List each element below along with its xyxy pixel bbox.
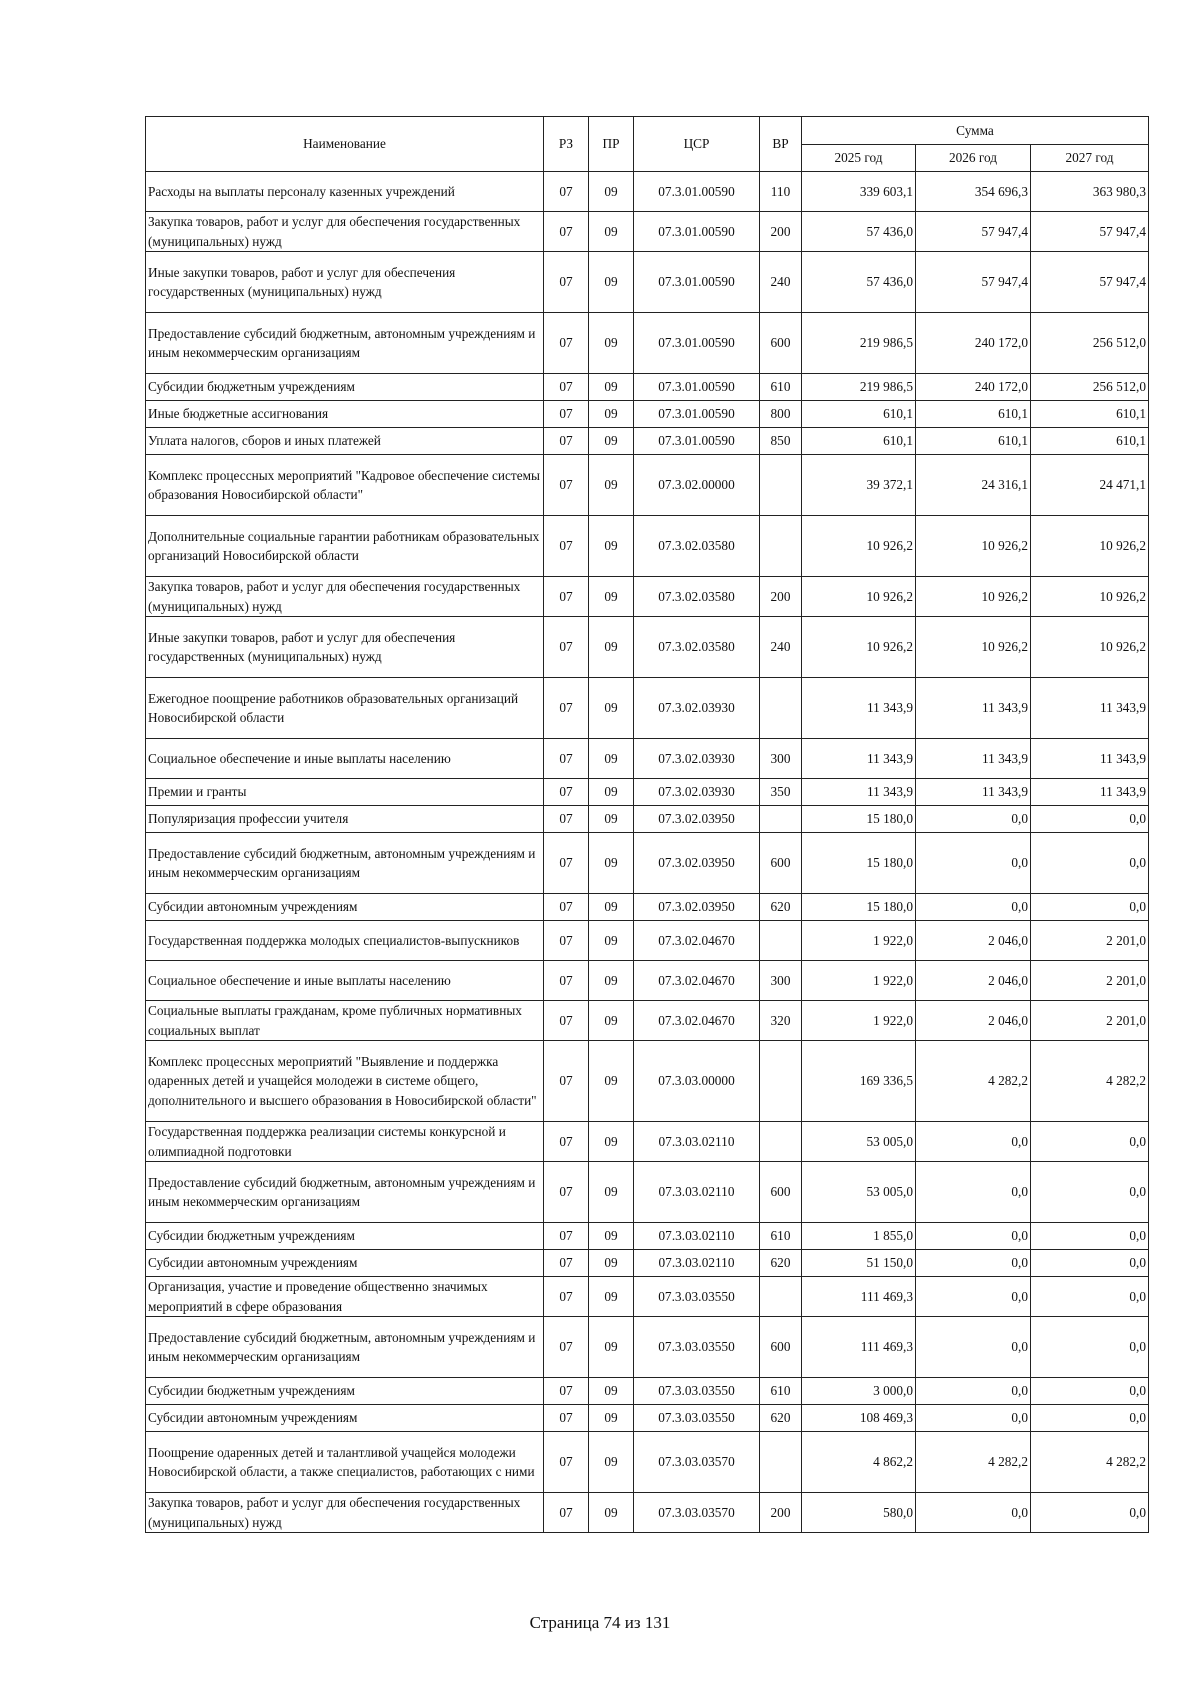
row-name: Социальные выплаты гражданам, кроме публичных нормативных социальных выплат: [146, 1001, 544, 1041]
row-sum-2026: 10 926,2: [916, 516, 1031, 577]
row-vr: [760, 678, 802, 739]
row-rz: 07: [544, 961, 589, 1001]
row-name: Уплата налогов, сборов и иных платежей: [146, 428, 544, 455]
row-sum-2026: 240 172,0: [916, 313, 1031, 374]
row-sum-2026: 10 926,2: [916, 577, 1031, 617]
row-sum-2027: 11 343,9: [1031, 779, 1149, 806]
row-vr: 200: [760, 577, 802, 617]
row-vr: 240: [760, 617, 802, 678]
row-csr: 07.3.03.03550: [634, 1277, 760, 1317]
row-sum-2025: 580,0: [802, 1493, 916, 1533]
row-name: Закупка товаров, работ и услуг для обеспечения государственных (муниципальных) нужд: [146, 212, 544, 252]
row-pr: 09: [589, 516, 634, 577]
row-sum-2027: 0,0: [1031, 1405, 1149, 1432]
row-sum-2025: 10 926,2: [802, 577, 916, 617]
row-csr: 07.3.01.00590: [634, 252, 760, 313]
row-vr: 610: [760, 1378, 802, 1405]
row-rz: 07: [544, 1493, 589, 1533]
row-name: Субсидии автономным учреждениям: [146, 1250, 544, 1277]
row-sum-2026: 4 282,2: [916, 1041, 1031, 1122]
row-csr: 07.3.02.03950: [634, 833, 760, 894]
row-name: Закупка товаров, работ и услуг для обеспечения государственных (муниципальных) нужд: [146, 1493, 544, 1533]
row-rz: 07: [544, 739, 589, 779]
row-sum-2026: 0,0: [916, 806, 1031, 833]
header-year-2027: 2027 год: [1031, 145, 1149, 172]
row-rz: 07: [544, 894, 589, 921]
row-csr: 07.3.02.03950: [634, 806, 760, 833]
row-name: Дополнительные социальные гарантии работникам образовательных организаций Новосибирской области: [146, 516, 544, 577]
row-vr: [760, 1277, 802, 1317]
row-csr: 07.3.02.04670: [634, 961, 760, 1001]
row-sum-2026: 11 343,9: [916, 779, 1031, 806]
row-sum-2026: 240 172,0: [916, 374, 1031, 401]
row-vr: [760, 806, 802, 833]
row-csr: 07.3.02.03930: [634, 779, 760, 806]
row-rz: 07: [544, 1041, 589, 1122]
table-row: [146, 1277, 1149, 1317]
row-name: Социальное обеспечение и иные выплаты населению: [146, 739, 544, 779]
row-pr: 09: [589, 894, 634, 921]
row-vr: 300: [760, 961, 802, 1001]
row-vr: 110: [760, 172, 802, 212]
row-sum-2027: 4 282,2: [1031, 1432, 1149, 1493]
row-vr: 350: [760, 779, 802, 806]
row-sum-2026: 0,0: [916, 1162, 1031, 1223]
row-sum-2026: 57 947,4: [916, 252, 1031, 313]
row-sum-2025: 11 343,9: [802, 678, 916, 739]
header-year-2025: 2025 год: [802, 145, 916, 172]
row-name: Премии и гранты: [146, 779, 544, 806]
row-sum-2026: 57 947,4: [916, 212, 1031, 252]
row-sum-2025: 610,1: [802, 401, 916, 428]
row-sum-2025: 3 000,0: [802, 1378, 916, 1405]
row-sum-2025: 108 469,3: [802, 1405, 916, 1432]
row-sum-2025: 1 922,0: [802, 961, 916, 1001]
row-csr: 07.3.01.00590: [634, 401, 760, 428]
row-sum-2025: 11 343,9: [802, 779, 916, 806]
row-vr: 610: [760, 374, 802, 401]
table-row: [146, 401, 1149, 428]
row-pr: 09: [589, 961, 634, 1001]
row-sum-2027: 0,0: [1031, 1223, 1149, 1250]
row-pr: 09: [589, 401, 634, 428]
table-row: [146, 1041, 1149, 1122]
row-pr: 09: [589, 313, 634, 374]
row-pr: 09: [589, 172, 634, 212]
row-pr: 09: [589, 1277, 634, 1317]
row-name: Субсидии бюджетным учреждениям: [146, 374, 544, 401]
row-sum-2025: 219 986,5: [802, 313, 916, 374]
row-rz: 07: [544, 1277, 589, 1317]
table-row: [146, 212, 1149, 252]
row-csr: 07.3.02.03580: [634, 617, 760, 678]
table-row: [146, 921, 1149, 961]
row-pr: 09: [589, 1405, 634, 1432]
row-csr: 07.3.02.03930: [634, 739, 760, 779]
row-rz: 07: [544, 678, 589, 739]
row-sum-2026: 0,0: [916, 1378, 1031, 1405]
row-sum-2027: 2 201,0: [1031, 921, 1149, 961]
row-sum-2027: 57 947,4: [1031, 212, 1149, 252]
row-name: Предоставление субсидий бюджетным, автономным учреждениям и иным некоммерческим организациям: [146, 1162, 544, 1223]
row-vr: 850: [760, 428, 802, 455]
row-sum-2027: 0,0: [1031, 1122, 1149, 1162]
row-rz: 07: [544, 428, 589, 455]
row-csr: 07.3.01.00590: [634, 172, 760, 212]
row-rz: 07: [544, 172, 589, 212]
row-pr: 09: [589, 1378, 634, 1405]
row-csr: 07.3.03.03550: [634, 1378, 760, 1405]
row-pr: 09: [589, 1001, 634, 1041]
row-sum-2025: 1 922,0: [802, 921, 916, 961]
row-vr: [760, 1041, 802, 1122]
row-name: Иные закупки товаров, работ и услуг для обеспечения государственных (муниципальных) нужд: [146, 617, 544, 678]
header-vr: ВР: [760, 117, 802, 172]
row-name: Предоставление субсидий бюджетным, автономным учреждениям и иным некоммерческим организациям: [146, 833, 544, 894]
table-row: [146, 577, 1149, 617]
row-rz: 07: [544, 1250, 589, 1277]
row-pr: 09: [589, 1122, 634, 1162]
table-row: [146, 455, 1149, 516]
row-sum-2026: 11 343,9: [916, 678, 1031, 739]
row-rz: 07: [544, 833, 589, 894]
row-vr: 600: [760, 1162, 802, 1223]
row-csr: 07.3.03.03550: [634, 1405, 760, 1432]
row-rz: 07: [544, 374, 589, 401]
row-pr: 09: [589, 1041, 634, 1122]
row-rz: 07: [544, 1378, 589, 1405]
table-row: [146, 779, 1149, 806]
row-rz: 07: [544, 1405, 589, 1432]
row-rz: 07: [544, 806, 589, 833]
row-csr: 07.3.03.02110: [634, 1122, 760, 1162]
table-row: [146, 739, 1149, 779]
row-vr: 320: [760, 1001, 802, 1041]
table-row: [146, 1378, 1149, 1405]
table-row: [146, 833, 1149, 894]
table-row: [146, 1001, 1149, 1041]
row-csr: 07.3.02.03950: [634, 894, 760, 921]
row-sum-2026: 2 046,0: [916, 961, 1031, 1001]
table-body: [146, 172, 1149, 1533]
row-name: Расходы на выплаты персоналу казенных учреждений: [146, 172, 544, 212]
budget-table: [145, 116, 1149, 1533]
table-row: [146, 1250, 1149, 1277]
row-sum-2027: 0,0: [1031, 1378, 1149, 1405]
row-pr: 09: [589, 1432, 634, 1493]
row-csr: 07.3.02.03930: [634, 678, 760, 739]
row-pr: 09: [589, 617, 634, 678]
row-sum-2025: 169 336,5: [802, 1041, 916, 1122]
header-year-2026: 2026 год: [916, 145, 1031, 172]
row-pr: 09: [589, 678, 634, 739]
table-row: [146, 172, 1149, 212]
row-vr: 600: [760, 1317, 802, 1378]
row-sum-2025: 4 862,2: [802, 1432, 916, 1493]
row-sum-2025: 1 855,0: [802, 1223, 916, 1250]
row-sum-2027: 11 343,9: [1031, 739, 1149, 779]
row-vr: 300: [760, 739, 802, 779]
header-name: Наименование: [146, 117, 544, 172]
row-sum-2025: 1 922,0: [802, 1001, 916, 1041]
table-row: [146, 1432, 1149, 1493]
row-csr: 07.3.03.03570: [634, 1493, 760, 1533]
row-rz: 07: [544, 577, 589, 617]
row-sum-2025: 111 469,3: [802, 1317, 916, 1378]
row-sum-2025: 57 436,0: [802, 252, 916, 313]
row-vr: 600: [760, 833, 802, 894]
row-pr: 09: [589, 806, 634, 833]
table-row: [146, 961, 1149, 1001]
row-csr: 07.3.03.02110: [634, 1250, 760, 1277]
row-sum-2025: 53 005,0: [802, 1122, 916, 1162]
row-vr: 240: [760, 252, 802, 313]
row-vr: 200: [760, 1493, 802, 1533]
row-sum-2027: 2 201,0: [1031, 1001, 1149, 1041]
row-sum-2025: 57 436,0: [802, 212, 916, 252]
row-csr: 07.3.03.00000: [634, 1041, 760, 1122]
row-rz: 07: [544, 212, 589, 252]
row-csr: 07.3.03.02110: [634, 1162, 760, 1223]
row-pr: 09: [589, 1162, 634, 1223]
row-sum-2027: 0,0: [1031, 1277, 1149, 1317]
row-pr: 09: [589, 252, 634, 313]
page-number: Страница 74 из 131: [529, 1613, 671, 1632]
row-name: Комплекс процессных мероприятий "Выявление и поддержка одаренных детей и учащейся молодежи в системе общего, дополнительного и высшего образования в Новосибирской области": [146, 1041, 544, 1122]
row-csr: 07.3.02.04670: [634, 921, 760, 961]
row-sum-2027: 256 512,0: [1031, 313, 1149, 374]
row-sum-2026: 0,0: [916, 1277, 1031, 1317]
row-pr: 09: [589, 739, 634, 779]
row-rz: 07: [544, 617, 589, 678]
row-sum-2026: 2 046,0: [916, 1001, 1031, 1041]
row-sum-2025: 15 180,0: [802, 894, 916, 921]
row-rz: 07: [544, 455, 589, 516]
row-sum-2026: 4 282,2: [916, 1432, 1031, 1493]
table-row: [146, 678, 1149, 739]
table-row: [146, 516, 1149, 577]
row-sum-2025: 10 926,2: [802, 617, 916, 678]
table-row: [146, 374, 1149, 401]
header-sum: Сумма: [802, 117, 1149, 145]
table-row: [146, 313, 1149, 374]
row-sum-2027: 256 512,0: [1031, 374, 1149, 401]
table-row: [146, 252, 1149, 313]
row-sum-2027: 11 343,9: [1031, 678, 1149, 739]
row-pr: 09: [589, 779, 634, 806]
row-sum-2027: 0,0: [1031, 1493, 1149, 1533]
row-csr: 07.3.02.00000: [634, 455, 760, 516]
row-rz: 07: [544, 252, 589, 313]
row-sum-2026: 0,0: [916, 1250, 1031, 1277]
row-sum-2026: 610,1: [916, 401, 1031, 428]
row-rz: 07: [544, 921, 589, 961]
row-pr: 09: [589, 212, 634, 252]
row-name: Государственная поддержка молодых специалистов-выпускников: [146, 921, 544, 961]
table-row: [146, 1162, 1149, 1223]
row-sum-2025: 39 372,1: [802, 455, 916, 516]
row-vr: 610: [760, 1223, 802, 1250]
row-csr: 07.3.02.03580: [634, 577, 760, 617]
row-name: Популяризация профессии учителя: [146, 806, 544, 833]
row-sum-2025: 15 180,0: [802, 833, 916, 894]
row-rz: 07: [544, 1432, 589, 1493]
table-row: [146, 1122, 1149, 1162]
row-sum-2026: 0,0: [916, 1405, 1031, 1432]
row-sum-2026: 10 926,2: [916, 617, 1031, 678]
row-sum-2025: 15 180,0: [802, 806, 916, 833]
row-sum-2027: 610,1: [1031, 401, 1149, 428]
row-vr: [760, 1122, 802, 1162]
row-sum-2027: 0,0: [1031, 1162, 1149, 1223]
row-pr: 09: [589, 1223, 634, 1250]
row-csr: 07.3.01.00590: [634, 374, 760, 401]
row-name: Государственная поддержка реализации системы конкурсной и олимпиадной подготовки: [146, 1122, 544, 1162]
row-sum-2027: 0,0: [1031, 806, 1149, 833]
row-csr: 07.3.01.00590: [634, 428, 760, 455]
header-csr: ЦСР: [634, 117, 760, 172]
row-name: Предоставление субсидий бюджетным, автономным учреждениям и иным некоммерческим организациям: [146, 313, 544, 374]
table-row: [146, 1493, 1149, 1533]
row-sum-2027: 0,0: [1031, 1317, 1149, 1378]
row-sum-2027: 363 980,3: [1031, 172, 1149, 212]
row-pr: 09: [589, 374, 634, 401]
row-rz: 07: [544, 313, 589, 374]
row-sum-2026: 0,0: [916, 1317, 1031, 1378]
header-rz: РЗ: [544, 117, 589, 172]
row-vr: [760, 516, 802, 577]
row-sum-2026: 11 343,9: [916, 739, 1031, 779]
row-vr: [760, 921, 802, 961]
row-csr: 07.3.01.00590: [634, 313, 760, 374]
row-sum-2026: 24 316,1: [916, 455, 1031, 516]
table-header: [146, 117, 1149, 172]
row-sum-2026: 0,0: [916, 894, 1031, 921]
row-sum-2027: 4 282,2: [1031, 1041, 1149, 1122]
row-sum-2026: 610,1: [916, 428, 1031, 455]
row-pr: 09: [589, 1493, 634, 1533]
row-name: Организация, участие и проведение общественно значимых мероприятий в сфере образования: [146, 1277, 544, 1317]
row-name: Поощрение одаренных детей и талантливой учащейся молодежи Новосибирской области, а также специалистов, работающих с ними: [146, 1432, 544, 1493]
row-sum-2027: 10 926,2: [1031, 577, 1149, 617]
table-row: [146, 806, 1149, 833]
row-sum-2027: 0,0: [1031, 894, 1149, 921]
row-rz: 07: [544, 1122, 589, 1162]
row-sum-2027: 0,0: [1031, 1250, 1149, 1277]
row-pr: 09: [589, 833, 634, 894]
row-sum-2026: 0,0: [916, 1493, 1031, 1533]
row-vr: 620: [760, 1250, 802, 1277]
row-rz: 07: [544, 1223, 589, 1250]
row-name: Субсидии автономным учреждениям: [146, 894, 544, 921]
row-sum-2026: 0,0: [916, 833, 1031, 894]
table-row: [146, 1317, 1149, 1378]
row-name: Субсидии бюджетным учреждениям: [146, 1223, 544, 1250]
row-pr: 09: [589, 1250, 634, 1277]
row-sum-2027: 10 926,2: [1031, 617, 1149, 678]
row-sum-2025: 610,1: [802, 428, 916, 455]
row-sum-2025: 11 343,9: [802, 739, 916, 779]
row-vr: 800: [760, 401, 802, 428]
row-rz: 07: [544, 516, 589, 577]
row-vr: [760, 455, 802, 516]
row-rz: 07: [544, 1001, 589, 1041]
row-vr: [760, 1432, 802, 1493]
row-rz: 07: [544, 1317, 589, 1378]
header-pr: ПР: [589, 117, 634, 172]
row-name: Субсидии бюджетным учреждениям: [146, 1378, 544, 1405]
row-pr: 09: [589, 428, 634, 455]
row-csr: 07.3.03.03570: [634, 1432, 760, 1493]
table-row: [146, 894, 1149, 921]
row-name: Предоставление субсидий бюджетным, автономным учреждениям и иным некоммерческим организациям: [146, 1317, 544, 1378]
row-csr: 07.3.02.03580: [634, 516, 760, 577]
row-csr: 07.3.03.03550: [634, 1317, 760, 1378]
row-sum-2026: 2 046,0: [916, 921, 1031, 961]
row-rz: 07: [544, 1162, 589, 1223]
row-sum-2027: 10 926,2: [1031, 516, 1149, 577]
row-pr: 09: [589, 921, 634, 961]
row-sum-2027: 610,1: [1031, 428, 1149, 455]
table-row: [146, 617, 1149, 678]
row-csr: 07.3.01.00590: [634, 212, 760, 252]
row-rz: 07: [544, 779, 589, 806]
row-name: Иные закупки товаров, работ и услуг для обеспечения государственных (муниципальных) нужд: [146, 252, 544, 313]
row-sum-2025: 339 603,1: [802, 172, 916, 212]
row-name: Социальное обеспечение и иные выплаты населению: [146, 961, 544, 1001]
table-row: [146, 1223, 1149, 1250]
row-vr: 600: [760, 313, 802, 374]
row-sum-2025: 10 926,2: [802, 516, 916, 577]
row-csr: 07.3.03.02110: [634, 1223, 760, 1250]
table-row: [146, 1405, 1149, 1432]
row-sum-2027: 0,0: [1031, 833, 1149, 894]
row-vr: 200: [760, 212, 802, 252]
row-sum-2027: 2 201,0: [1031, 961, 1149, 1001]
row-sum-2025: 219 986,5: [802, 374, 916, 401]
row-sum-2026: 0,0: [916, 1223, 1031, 1250]
row-pr: 09: [589, 1317, 634, 1378]
row-sum-2025: 111 469,3: [802, 1277, 916, 1317]
row-name: Комплекс процессных мероприятий "Кадровое обеспечение системы образования Новосибирской области": [146, 455, 544, 516]
row-pr: 09: [589, 455, 634, 516]
row-sum-2026: 354 696,3: [916, 172, 1031, 212]
table-row: [146, 428, 1149, 455]
row-sum-2025: 53 005,0: [802, 1162, 916, 1223]
row-vr: 620: [760, 894, 802, 921]
row-pr: 09: [589, 577, 634, 617]
row-sum-2027: 57 947,4: [1031, 252, 1149, 313]
row-sum-2026: 0,0: [916, 1122, 1031, 1162]
row-name: Иные бюджетные ассигнования: [146, 401, 544, 428]
row-csr: 07.3.02.04670: [634, 1001, 760, 1041]
row-rz: 07: [544, 401, 589, 428]
row-name: Закупка товаров, работ и услуг для обеспечения государственных (муниципальных) нужд: [146, 577, 544, 617]
row-name: Субсидии автономным учреждениям: [146, 1405, 544, 1432]
row-vr: 620: [760, 1405, 802, 1432]
row-name: Ежегодное поощрение работников образовательных организаций Новосибирской области: [146, 678, 544, 739]
row-sum-2027: 24 471,1: [1031, 455, 1149, 516]
row-sum-2025: 51 150,0: [802, 1250, 916, 1277]
